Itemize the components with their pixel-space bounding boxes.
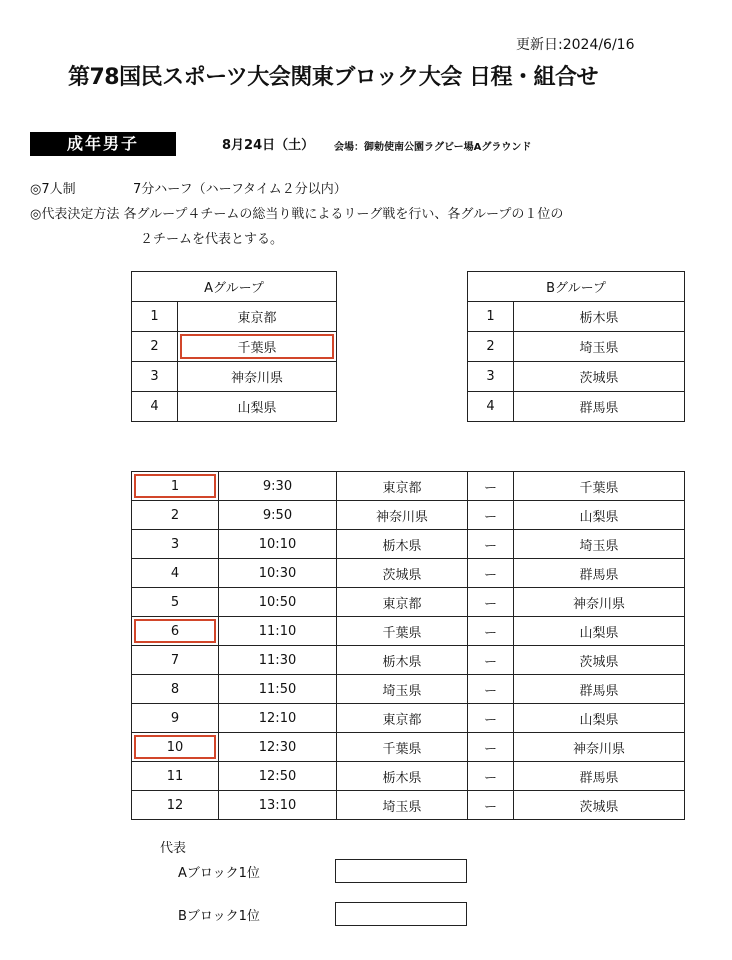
away-team: 千葉県 — [514, 472, 685, 501]
format-label: ◎7人制 — [30, 182, 76, 197]
match-time: 10:30 — [219, 559, 337, 588]
match-time: 11:30 — [219, 646, 337, 675]
home-team: 神奈川県 — [337, 501, 468, 530]
home-team: 栃木県 — [337, 762, 468, 791]
table-row — [132, 704, 685, 733]
format-value: 7分ハーフ（ハーフタイム２分以内） — [133, 182, 347, 197]
team-number: 3 — [468, 362, 514, 392]
home-team: 茨城県 — [337, 559, 468, 588]
team-name: 山梨県 — [178, 392, 337, 422]
selection-method-cont: ２チームを代表とする。 — [140, 232, 284, 247]
match-time: 10:10 — [219, 530, 337, 559]
versus-separator: ー — [468, 559, 514, 588]
event-date: 8月24日（土） — [222, 138, 315, 153]
match-number: 4 — [132, 559, 219, 588]
versus-separator: ー — [468, 762, 514, 791]
team-name: 栃木県 — [514, 302, 685, 332]
last-updated: 更新日:2024/6/16 — [516, 37, 635, 53]
match-number: 5 — [132, 588, 219, 617]
versus-separator: ー — [468, 617, 514, 646]
match-number: 8 — [132, 675, 219, 704]
table-row — [132, 501, 685, 530]
match-number: 7 — [132, 646, 219, 675]
match-time: 12:30 — [219, 733, 337, 762]
team-number: 3 — [132, 362, 178, 392]
versus-separator: ー — [468, 704, 514, 733]
away-team: 群馬県 — [514, 675, 685, 704]
away-team: 群馬県 — [514, 762, 685, 791]
versus-separator: ー — [468, 733, 514, 762]
match-time: 11:10 — [219, 617, 337, 646]
table-row — [132, 392, 337, 422]
team-number: 4 — [132, 392, 178, 422]
versus-separator: ー — [468, 791, 514, 820]
away-team: 山梨県 — [514, 704, 685, 733]
home-team: 埼玉県 — [337, 791, 468, 820]
match-number: 6 — [132, 617, 219, 646]
event-venue: 会場：御勅使南公園ラグビー場Aグラウンド — [334, 142, 532, 153]
table-row — [132, 762, 685, 791]
team-number: 2 — [468, 332, 514, 362]
match-number: 2 — [132, 501, 219, 530]
match-number: 9 — [132, 704, 219, 733]
table-row — [132, 362, 337, 392]
away-team: 神奈川県 — [514, 588, 685, 617]
table-row — [468, 302, 685, 332]
representatives-heading: 代表 — [160, 841, 187, 856]
home-team: 千葉県 — [337, 617, 468, 646]
group-b-table — [467, 271, 685, 422]
match-number: 12 — [132, 791, 219, 820]
table-row — [468, 392, 685, 422]
match-time: 13:10 — [219, 791, 337, 820]
group-a-header: Aグループ — [132, 272, 337, 302]
team-number: 2 — [132, 332, 178, 362]
team-number: 1 — [468, 302, 514, 332]
page-title: 第78国民スポーツ大会関東ブロック大会 日程・組合せ — [68, 65, 598, 90]
selection-method: ◎代表決定方法 各グループ４チームの総当り戦によるリーグ戦を行い、各グループの１位の — [30, 207, 564, 222]
table-row — [132, 791, 685, 820]
table-row — [132, 733, 685, 762]
team-number: 4 — [468, 392, 514, 422]
home-team: 東京都 — [337, 588, 468, 617]
away-team: 群馬県 — [514, 559, 685, 588]
table-row — [132, 646, 685, 675]
match-time: 9:50 — [219, 501, 337, 530]
away-team: 茨城県 — [514, 791, 685, 820]
team-name: 神奈川県 — [178, 362, 337, 392]
home-team: 埼玉県 — [337, 675, 468, 704]
team-name-highlighted: 千葉県 — [178, 332, 337, 362]
table-row — [132, 675, 685, 704]
home-team: 東京都 — [337, 704, 468, 733]
match-time: 9:30 — [219, 472, 337, 501]
away-team: 茨城県 — [514, 646, 685, 675]
b-block-winner-box — [335, 902, 467, 926]
table-row — [468, 332, 685, 362]
table-row — [132, 472, 685, 501]
home-team: 栃木県 — [337, 646, 468, 675]
match-time: 12:50 — [219, 762, 337, 791]
table-row — [132, 559, 685, 588]
home-team: 栃木県 — [337, 530, 468, 559]
table-row — [132, 588, 685, 617]
team-name: 東京都 — [178, 302, 337, 332]
match-schedule-table — [131, 471, 685, 820]
away-team: 山梨県 — [514, 617, 685, 646]
versus-separator: ー — [468, 646, 514, 675]
table-row — [468, 362, 685, 392]
team-name: 茨城県 — [514, 362, 685, 392]
home-team: 千葉県 — [337, 733, 468, 762]
away-team: 山梨県 — [514, 501, 685, 530]
table-row — [132, 617, 685, 646]
team-name: 群馬県 — [514, 392, 685, 422]
table-row — [132, 332, 337, 362]
versus-separator: ー — [468, 675, 514, 704]
a-block-winner-box — [335, 859, 467, 883]
versus-separator: ー — [468, 501, 514, 530]
home-team: 東京都 — [337, 472, 468, 501]
versus-separator: ー — [468, 588, 514, 617]
a-block-winner-label: Aブロック1位 — [178, 866, 260, 881]
b-block-winner-label: Bブロック1位 — [178, 909, 260, 924]
match-number: 1 — [132, 472, 219, 501]
match-number: 10 — [132, 733, 219, 762]
away-team: 埼玉県 — [514, 530, 685, 559]
group-a-table — [131, 271, 337, 422]
match-time: 12:10 — [219, 704, 337, 733]
category-badge: 成年男子 — [30, 132, 176, 156]
group-b-header: Bグループ — [468, 272, 685, 302]
versus-separator: ー — [468, 530, 514, 559]
match-time: 11:50 — [219, 675, 337, 704]
match-time: 10:50 — [219, 588, 337, 617]
team-number: 1 — [132, 302, 178, 332]
away-team: 神奈川県 — [514, 733, 685, 762]
versus-separator: ー — [468, 472, 514, 501]
table-row — [132, 530, 685, 559]
team-name: 埼玉県 — [514, 332, 685, 362]
table-row — [132, 302, 337, 332]
match-number: 11 — [132, 762, 219, 791]
match-number: 3 — [132, 530, 219, 559]
